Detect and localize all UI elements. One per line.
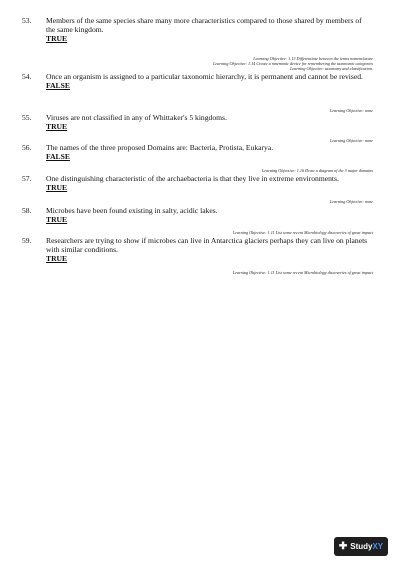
question-text: Once an organism is assigned to a particular taxonomic hierarchy, it is permanent and cannot be revised. xyxy=(46,72,363,81)
logo-xy: XY xyxy=(372,541,384,551)
question-body xyxy=(46,206,370,224)
answer-label: FALSE xyxy=(46,81,70,90)
learning-objective xyxy=(133,56,373,72)
plus-icon: ✚ xyxy=(338,540,348,552)
question-body xyxy=(46,174,370,192)
question-body xyxy=(46,236,370,263)
question-text: Members of the same species share many more characteristics compared to those shared by members of the same kingdom. xyxy=(46,16,362,34)
learning-objective-line: Learning Objective: 1.14 Create a mnemonic device for remembering the taxonomic categories xyxy=(213,61,373,67)
answer-label: TRUE xyxy=(46,254,68,263)
question-text: One distinguishing characteristic of the archaebacteria is that they live in extreme environments. xyxy=(46,174,339,183)
learning-objective-line: Learning Objective: 1.13 Differentiate between the terms nomenclature xyxy=(253,56,373,61)
question-number: 56. xyxy=(22,143,32,152)
question-text: Researchers are trying to show if microbes can live in Antarctica glaciers perhaps they can live on planets with similar conditions. xyxy=(46,236,368,254)
question-body xyxy=(46,72,370,90)
question-body xyxy=(46,143,370,161)
learning-objective-line: Learning Objective: none xyxy=(329,199,373,204)
answer-label: TRUE xyxy=(46,183,68,192)
logo-study: Study xyxy=(350,541,373,551)
question-number: 59. xyxy=(22,236,32,245)
question-text: The names of the three proposed Domains are: Bacteria, Protista, Eukarya. xyxy=(46,143,274,152)
learning-objective-line: Learning Objective: 1.11 List some recent Microbiology discoveries of great impact xyxy=(232,270,373,275)
answer-label: TRUE xyxy=(46,215,68,224)
question-body xyxy=(46,113,370,131)
learning-objective-line: Learning Objective: none xyxy=(329,108,373,113)
question-number: 55. xyxy=(22,113,32,122)
question-number: 57. xyxy=(22,174,32,183)
question-number: 54. xyxy=(22,72,32,81)
question-body xyxy=(46,16,370,43)
logo-wordmark xyxy=(350,542,383,552)
learning-objective xyxy=(133,199,373,204)
answer-label: TRUE xyxy=(46,122,68,131)
question-number: 58. xyxy=(22,206,32,215)
question-text: Viruses are not classified in any of Whittaker's 5 kingdoms. xyxy=(46,113,227,122)
question-number: 53. xyxy=(22,16,32,25)
answer-label: FALSE xyxy=(46,152,70,161)
answer-label: TRUE xyxy=(46,34,68,43)
learning-objective-line: Learning Objective: 1.11 List some recent Microbiology discoveries of great impact xyxy=(232,230,373,235)
studyxy-logo xyxy=(334,537,388,556)
learning-objective-line: Learning Objective: none xyxy=(329,138,373,143)
question-text: Microbes have been found existing in salty, acidic lakes. xyxy=(46,206,218,215)
learning-objective-line: Learning Objective: taxonomy and classification. xyxy=(290,66,373,72)
learning-objective xyxy=(133,270,373,275)
learning-objective xyxy=(133,230,373,235)
learning-objective-line: Learning Objective: 1.16 Draw a diagram of the 3 major domains xyxy=(261,168,373,173)
learning-objective xyxy=(133,168,373,173)
